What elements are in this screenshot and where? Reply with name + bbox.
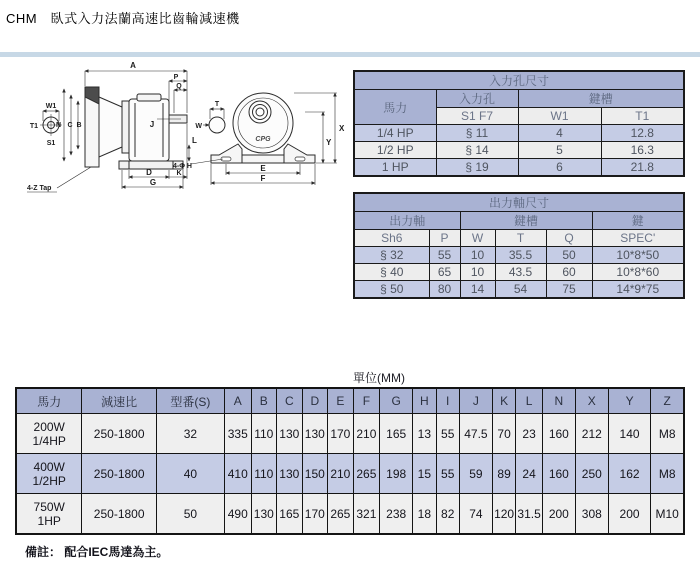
cell-dim: 200 <box>542 494 575 535</box>
col-header: A <box>224 388 251 414</box>
cell-power: 1/4 HP <box>354 125 436 142</box>
sub-header-row <box>354 230 684 247</box>
power-watts: 200W <box>33 419 65 434</box>
cell-power <box>16 414 82 454</box>
cell-dim: 210 <box>353 414 380 454</box>
cell-t: 43.5 <box>495 264 546 281</box>
cell-shaft: § 32 <box>354 247 429 264</box>
dim-label-y: Y <box>326 138 332 147</box>
hole-label: 4-Φ H <box>173 163 192 170</box>
col-header-key: 鍵 <box>592 212 684 230</box>
dim-label-q: Q <box>176 83 182 90</box>
table-row <box>354 125 684 142</box>
sub-header: W <box>460 230 495 247</box>
cell-dim: 170 <box>302 494 328 535</box>
table-title: 入力孔尺寸 <box>354 71 684 90</box>
cell-power: 1/2 HP <box>354 142 436 159</box>
table-row <box>16 494 684 535</box>
cell-p: 80 <box>429 281 460 299</box>
cell-dim: 130 <box>251 494 277 535</box>
power-watts: 400W <box>33 459 65 474</box>
col-header: B <box>251 388 277 414</box>
cell-p: 65 <box>429 264 460 281</box>
cell-t1: 12.8 <box>601 125 684 142</box>
cell-dim: 130 <box>277 454 303 494</box>
cell-dim: 162 <box>608 454 651 494</box>
note: 備註： 配合IEC馬達為主。 <box>25 545 169 559</box>
sub-header: T <box>495 230 546 247</box>
cell-dim: 82 <box>436 494 459 535</box>
table-row <box>354 281 684 299</box>
cell-dim: 130 <box>302 414 328 454</box>
table-row <box>354 264 684 281</box>
table-row <box>16 454 684 494</box>
col-header: 馬力 <box>16 388 82 414</box>
cell-dim: 59 <box>459 454 492 494</box>
col-header: J <box>459 388 492 414</box>
col-header-keyway: 鍵槽 <box>460 212 592 230</box>
cell-dim: M8 <box>651 454 684 494</box>
col-header: I <box>436 388 459 414</box>
cell-s1: § 19 <box>436 159 518 177</box>
col-header: Z <box>651 388 684 414</box>
dim-label-g: G <box>149 178 157 187</box>
front-view <box>209 93 315 163</box>
group-header-row <box>354 90 684 108</box>
dim-label-x: X <box>339 124 345 133</box>
col-header: G <box>380 388 413 414</box>
cell-dim: 238 <box>380 494 413 535</box>
cell-dim: 265 <box>328 494 354 535</box>
dim-label-p: P <box>173 74 179 81</box>
cell-w: 10 <box>460 247 495 264</box>
dim-label-f: F <box>260 174 266 183</box>
cell-dim: 160 <box>542 414 575 454</box>
col-header-hole: 入力孔 <box>436 90 518 108</box>
cell-model: 32 <box>156 414 224 454</box>
cell-spec: 10*8*60 <box>592 264 684 281</box>
dim-label-w1: W1 <box>45 103 57 110</box>
tap-label: 4-Z Tap <box>27 185 52 192</box>
cell-dim: 490 <box>224 494 251 535</box>
cell-dim: 31.5 <box>516 494 543 535</box>
cell-dim: 165 <box>380 414 413 454</box>
cell-dim: 13 <box>413 414 436 454</box>
dim-label-s1: S1 <box>46 140 56 147</box>
table-title: 出力軸尺寸 <box>354 193 684 212</box>
cell-dim: 170 <box>328 414 354 454</box>
power-hp: 1/2HP <box>32 473 66 488</box>
cell-dim: 74 <box>459 494 492 535</box>
col-header-power: 馬力 <box>354 90 436 125</box>
output-shaft-table <box>353 192 685 299</box>
sub-header: Q <box>546 230 592 247</box>
cpg-logo: CPG <box>255 136 271 143</box>
gear-reducer-drawing <box>5 57 350 197</box>
cell-power: 1 HP <box>354 159 436 177</box>
power-hp: 1/4HP <box>32 433 66 448</box>
cell-dim: 198 <box>380 454 413 494</box>
cell-shaft: § 40 <box>354 264 429 281</box>
table-row <box>354 142 684 159</box>
cell-dim: 265 <box>353 454 380 494</box>
col-header-keyway: 鍵槽 <box>518 90 684 108</box>
cell-dim: M10 <box>651 494 684 535</box>
col-header: F <box>353 388 380 414</box>
cell-dim: 47.5 <box>459 414 492 454</box>
input-hole-table <box>353 70 685 177</box>
unit-label: 單位(MM) <box>353 371 405 385</box>
cell-dim: 140 <box>608 414 651 454</box>
cell-dim: 15 <box>413 454 436 494</box>
table-row <box>354 247 684 264</box>
cell-t: 54 <box>495 281 546 299</box>
cell-dim: 18 <box>413 494 436 535</box>
cell-dim: 110 <box>251 454 277 494</box>
sub-header: Sh6 <box>354 230 429 247</box>
cell-dim: 89 <box>492 454 515 494</box>
cell-w1: 4 <box>518 125 601 142</box>
page-title: CHM 臥式入力法蘭高速比齒輪減速機 <box>6 11 240 26</box>
cell-dim: 165 <box>277 494 303 535</box>
cell-q: 60 <box>546 264 592 281</box>
cell-ratio: 250-1800 <box>82 494 156 535</box>
cell-dim: 24 <box>516 454 543 494</box>
cell-model: 40 <box>156 454 224 494</box>
col-header: 減速比 <box>82 388 156 414</box>
cell-q: 75 <box>546 281 592 299</box>
col-header: 型番(S) <box>156 388 224 414</box>
cell-spec: 10*8*50 <box>592 247 684 264</box>
dim-label-a: A <box>130 61 136 70</box>
cell-dim: 23 <box>516 414 543 454</box>
cell-dim: 200 <box>608 494 651 535</box>
table-title-row <box>354 193 684 212</box>
dimension-table <box>15 387 685 535</box>
cell-w: 14 <box>460 281 495 299</box>
col-header: X <box>575 388 608 414</box>
dim-label-t1: T1 <box>29 123 38 130</box>
dim-label-w: W <box>195 123 202 130</box>
col-header: E <box>328 388 354 414</box>
cell-t1: 16.3 <box>601 142 684 159</box>
dim-label-l: L <box>192 136 197 145</box>
cell-s1: § 11 <box>436 125 518 142</box>
cell-dim: 150 <box>302 454 328 494</box>
side-view <box>40 87 187 169</box>
cell-ratio: 250-1800 <box>82 414 156 454</box>
sub-header: T1 <box>601 108 684 125</box>
table-row <box>354 159 684 177</box>
power-hp: 1HP <box>37 513 61 528</box>
cell-dim: 335 <box>224 414 251 454</box>
dim-label-c: C <box>67 122 73 129</box>
table-row <box>16 414 684 454</box>
cell-dim: 120 <box>492 494 515 535</box>
sub-header: W1 <box>518 108 601 125</box>
cell-model: 50 <box>156 494 224 535</box>
cell-dim: 321 <box>353 494 380 535</box>
cell-t1: 21.8 <box>601 159 684 177</box>
cell-w: 10 <box>460 264 495 281</box>
cell-dim: 250 <box>575 454 608 494</box>
cell-dim: 130 <box>277 414 303 454</box>
cell-dim: 55 <box>436 454 459 494</box>
cell-dim: M8 <box>651 414 684 454</box>
cell-dim: 160 <box>542 454 575 494</box>
dim-label-b: B <box>76 122 82 129</box>
cell-shaft: § 50 <box>354 281 429 299</box>
cell-w1: 5 <box>518 142 601 159</box>
cell-power <box>16 454 82 494</box>
dim-label-t: T <box>214 101 220 108</box>
cell-w1: 6 <box>518 159 601 177</box>
cell-dim: 210 <box>328 454 354 494</box>
cell-p: 55 <box>429 247 460 264</box>
dim-label-d: D <box>146 168 152 177</box>
technical-drawing <box>5 57 350 197</box>
cell-power <box>16 494 82 535</box>
cell-dim: 110 <box>251 414 277 454</box>
cell-dim: 410 <box>224 454 251 494</box>
cell-s1: § 14 <box>436 142 518 159</box>
col-header: D <box>302 388 328 414</box>
dim-label-k: K <box>176 170 182 177</box>
col-header: H <box>413 388 436 414</box>
sub-header: S1 F7 <box>436 108 518 125</box>
col-header: K <box>492 388 515 414</box>
cell-dim: 308 <box>575 494 608 535</box>
dim-label-j: J <box>149 120 155 129</box>
sub-header: SPEC' <box>592 230 684 247</box>
col-header: N <box>542 388 575 414</box>
cell-dim: 212 <box>575 414 608 454</box>
sub-header: P <box>429 230 460 247</box>
col-header: Y <box>608 388 651 414</box>
cell-spec: 14*9*75 <box>592 281 684 299</box>
col-header: L <box>516 388 543 414</box>
dim-label-n: N <box>55 122 61 129</box>
power-watts: 750W <box>33 499 65 514</box>
group-header-row <box>354 212 684 230</box>
dimension-header-row <box>16 388 684 414</box>
cell-q: 50 <box>546 247 592 264</box>
cell-dim: 55 <box>436 414 459 454</box>
col-header: C <box>277 388 303 414</box>
cell-t: 35.5 <box>495 247 546 264</box>
cell-ratio: 250-1800 <box>82 454 156 494</box>
cell-dim: 70 <box>492 414 515 454</box>
col-header-shaft: 出力軸 <box>354 212 460 230</box>
dim-label-e: E <box>260 164 266 173</box>
table-title-row <box>354 71 684 90</box>
